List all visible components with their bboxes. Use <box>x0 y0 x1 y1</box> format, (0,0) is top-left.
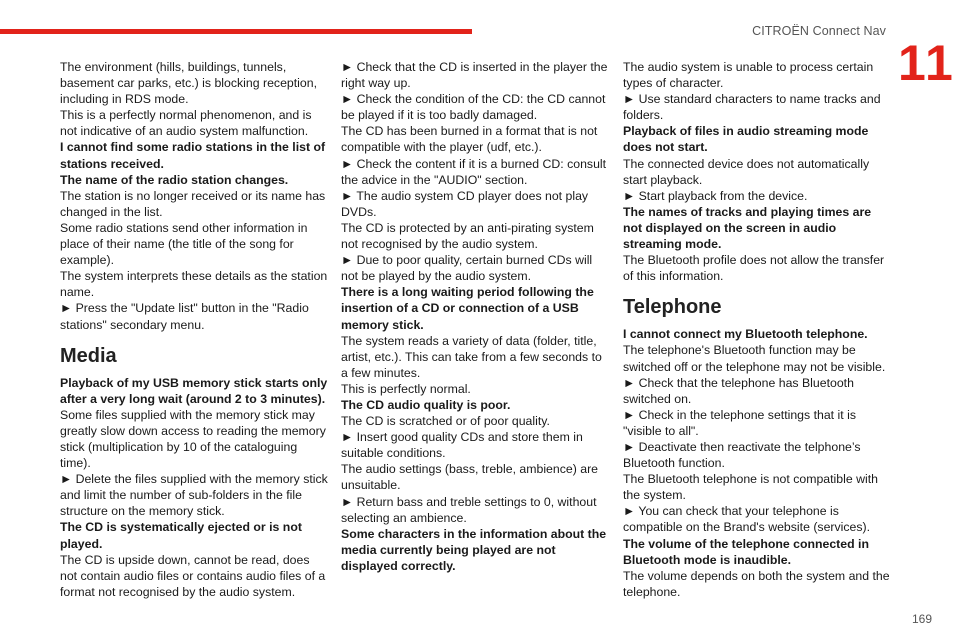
paragraph: ► Return bass and treble settings to 0, without selecting an ambience. <box>341 494 597 525</box>
paragraph: This is perfectly normal. <box>341 381 471 396</box>
paragraph: The CD is upside down, cannot be read, does not contain audio files or contains audio files of a format not recognised by the audio system. <box>60 552 326 599</box>
paragraph: The connected device does not automatically start playback. <box>623 156 870 187</box>
paragraph: ► Use standard characters to name tracks and folders. <box>623 92 881 123</box>
paragraph: Some files supplied with the memory stick may greatly slow down access to reading the memory stick (multiplication by 10 of the cataloguing time). <box>60 407 326 471</box>
paragraph: The environment (hills, buildings, tunnels, basement car parks, etc.) is blocking reception, including in RDS mode. <box>60 60 317 107</box>
problem-heading: The CD is systematically ejected or is not played. <box>60 520 302 551</box>
problem-heading: I cannot connect my Bluetooth telephone. <box>623 327 868 342</box>
problem-heading: There is a long waiting period following the insertion of a CD or connection of a USB memory stick. <box>341 285 594 332</box>
section-heading: Media <box>60 344 117 367</box>
paragraph: This is a perfectly normal phenomenon, and is not indicative of an audio system malfunction. <box>60 108 312 139</box>
page-number: 169 <box>911 612 932 626</box>
paragraph: ► Insert good quality CDs and store them in suitable conditions. <box>341 430 583 461</box>
paragraph: ► Start playback from the device. <box>623 188 808 203</box>
paragraph: The Bluetooth telephone is not compatible with the system. <box>623 472 878 503</box>
text-column-3 <box>623 59 891 600</box>
problem-heading: The name of the radio station changes. <box>60 172 289 187</box>
paragraph: ► Press the "Update list" button in the "Radio stations" secondary menu. <box>60 301 309 332</box>
paragraph: ► Deactivate then reactivate the telphone’s Bluetooth function. <box>623 439 861 471</box>
paragraph: ► The audio system CD player does not play DVDs. <box>341 188 589 219</box>
paragraph: The CD is scratched or of poor quality. <box>341 414 550 429</box>
paragraph: ► Check the condition of the CD: the CD cannot be played if it is too badly damaged. <box>341 92 606 123</box>
paragraph: ► Due to poor quality, certain burned CDs will not be played by the audio system. <box>341 253 593 284</box>
paragraph: Some radio stations send other information in place of their name (the title of the song for example). <box>60 220 308 268</box>
section-heading: Telephone <box>623 296 722 319</box>
paragraph: ► Delete the files supplied with the memory stick and limit the number of sub-folders in the file structure on the memory stick. <box>60 472 328 519</box>
chapter-number: 11 <box>898 35 955 91</box>
paragraph: The station is no longer received or its name has changed in the list. <box>60 188 326 219</box>
paragraph: The CD is protected by an anti-pirating system not recognised by the audio system. <box>341 220 594 252</box>
paragraph: The audio settings (bass, treble, ambience) are unsuitable. <box>341 462 599 493</box>
paragraph: ► Check in the telephone settings that it is "visible to all". <box>623 407 856 438</box>
problem-heading: Playback of my USB memory stick starts only after a very long wait (around 2 to 3 minutes). <box>60 375 328 406</box>
paragraph: The system interprets these details as the station name. <box>60 269 328 300</box>
running-header-title: CITROËN Connect Nav <box>752 24 886 38</box>
paragraph: ► You can check that your telephone is compatible on the Brand's website (services). <box>623 504 871 535</box>
text-column-1 <box>60 59 328 600</box>
text-column-2 <box>341 59 609 574</box>
problem-heading: Some characters in the information about the media currently being played are not displayed correctly. <box>341 526 607 573</box>
paragraph: The audio system is unable to process certain types of character. <box>623 60 874 91</box>
header-accent-bar <box>0 29 472 34</box>
paragraph: The volume depends on both the system and the telephone. <box>623 568 890 599</box>
problem-heading: I cannot find some radio stations in the list of stations received. <box>60 140 326 171</box>
paragraph: The Bluetooth profile does not allow the transfer of this information. <box>623 253 885 284</box>
paragraph: ► Check that the CD is inserted in the player the right way up. <box>341 60 608 91</box>
problem-heading: The volume of the telephone connected in Bluetooth mode is inaudible. <box>623 536 869 567</box>
problem-heading: The CD audio quality is poor. <box>341 397 511 412</box>
paragraph: The CD has been burned in a format that is not compatible with the player (udf, etc.). <box>341 124 598 155</box>
problem-heading: Playback of files in audio streaming mode does not start. <box>623 124 869 155</box>
problem-heading: The names of tracks and playing times are not displayed on the screen in audio streaming mode. <box>623 204 872 252</box>
paragraph: ► Check the content if it is a burned CD: consult the advice in the "AUDIO" section. <box>341 156 607 187</box>
paragraph: The telephone's Bluetooth function may be switched off or the telephone may not be visible. <box>623 343 886 374</box>
paragraph: ► Check that the telephone has Bluetooth switched on. <box>623 375 854 406</box>
paragraph: The system reads a variety of data (folder, title, artist, etc.). This can take from a few seconds to a few minutes. <box>341 333 602 380</box>
